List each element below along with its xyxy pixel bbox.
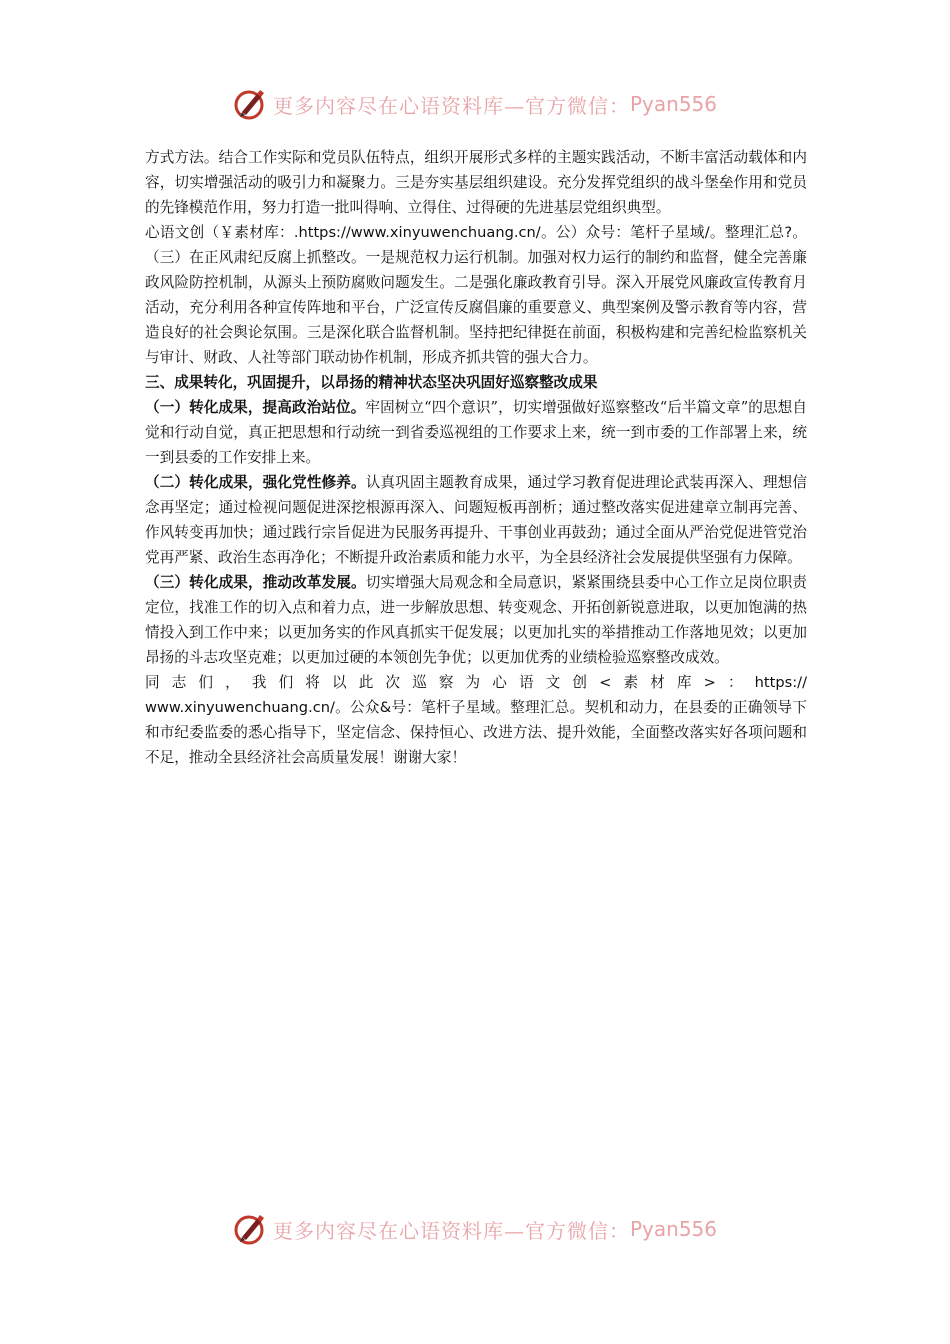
paragraph-4-lead: （二）转化成果，强化党性修养。 bbox=[145, 474, 366, 491]
pen-logo-icon bbox=[233, 1211, 269, 1247]
paragraph-3-lead: （一）转化成果，提高政治站位。 bbox=[145, 399, 366, 416]
paragraph-3 bbox=[145, 395, 807, 470]
paragraph-5 bbox=[145, 570, 807, 670]
paragraph-2: 心语文创（￥素材库：.https://www.xinyuwenchuang.cn/。公）众号：笔杆子星域/。整理汇总?。（三）在正风肃纪反腐上抓整改。一是规范权力运行机制。加强对权力运行的制约和监督，健全完善廉政风险防控机制，从源头上预防腐败问题发生。二是强化廉政教育引导。深入开展党风廉政宣传教育月活动，充分利用各种宣传阵地和平台，广泛宣传反腐倡廉的重要意义、典型案例及警示教育等内容，营造良好的社会舆论氛围。三是深化联合监督机制。坚持把纪律挺在前面，积极构建和完善纪检监察机关与审计、财政、人社等部门联动协作机制，形成齐抓共管的强大合力。 bbox=[145, 224, 807, 366]
banner-wechat-id: Pyan556 bbox=[629, 92, 717, 116]
pen-logo-icon bbox=[233, 86, 269, 122]
section-heading-3: 三、成果转化，巩固提升，以昂扬的精神状态坚决巩固好巡察整改成果 bbox=[145, 374, 598, 391]
paragraph-6-line-1: 同志们，我们将以此次巡察为心语文创<素材库>：https:// bbox=[145, 674, 807, 691]
paragraph-6-rest: www.xinyuwenchuang.cn/。公众&号：笔杆子星域。整理汇总。契机和动力，在县委的正确领导下和市纪委监委的悉心指导下，坚定信念、保持恒心、改进方法、提升效能，全面整改落实好各项问题和不足，推动全县经济社会高质量发展！谢谢大家！ bbox=[145, 699, 807, 766]
paragraph-5-lead: （三）转化成果，推动改革发展。 bbox=[145, 574, 366, 591]
banner-text: 更多内容尽在心语资料库—官方微信： bbox=[272, 1218, 630, 1243]
paragraph-3-body: 牢固树立“四个意识”，切实增强做好巡察整改“后半篇文章”的思想自觉和行动自觉，真正把思想和行动统一到省委巡视组的工作要求上来，统一到市委的工作部署上来，统一到县委的工作安排上来。 bbox=[145, 399, 807, 466]
banner-wechat-id: Pyan556 bbox=[629, 1217, 717, 1241]
footer-banner bbox=[0, 1207, 950, 1251]
paragraph-6 bbox=[145, 670, 807, 770]
paragraph-1: 方式方法。结合工作实际和党员队伍特点，组织开展形式多样的主题实践活动，不断丰富活动载体和内容，切实增强活动的吸引力和凝聚力。三是夯实基层组织建设。充分发挥党组织的战斗堡垒作用和党员的先锋模范作用，努力打造一批叫得响、立得住、过得硬的先进基层党组织典型。 bbox=[145, 149, 807, 216]
document-body bbox=[145, 145, 807, 770]
paragraph-4-body: 认真巩固主题教育成果，通过学习教育促进理论武装再深入、理想信念再坚定；通过检视问题促进深挖根源再深入、问题短板再剖析；通过整改落实促进建章立制再完善、作风转变再加快；通过践行宗旨促进为民服务再提升、干事创业再鼓劲；通过全面从严治党促进管党治党再严紧、政治生态再净化；不断提升政治素质和能力水平，为全县经济社会发展提供坚强有力保障。 bbox=[145, 474, 807, 566]
paragraph-4 bbox=[145, 470, 807, 570]
paragraph-5-body: 切实增强大局观念和全局意识，紧紧围绕县委中心工作立足岗位职责定位，找准工作的切入点和着力点，进一步解放思想、转变观念、开拓创新锐意进取，以更加饱满的热情投入到工作中来；以更加务实的作风真抓实干促发展；以更加扎实的举措推动工作落地见效；以更加昂扬的斗志攻坚克难；以更加过硬的本领创先争优；以更加优秀的业绩检验巡察整改成效。 bbox=[145, 574, 807, 666]
header-banner bbox=[0, 82, 950, 126]
banner-text: 更多内容尽在心语资料库—官方微信： bbox=[272, 93, 630, 118]
